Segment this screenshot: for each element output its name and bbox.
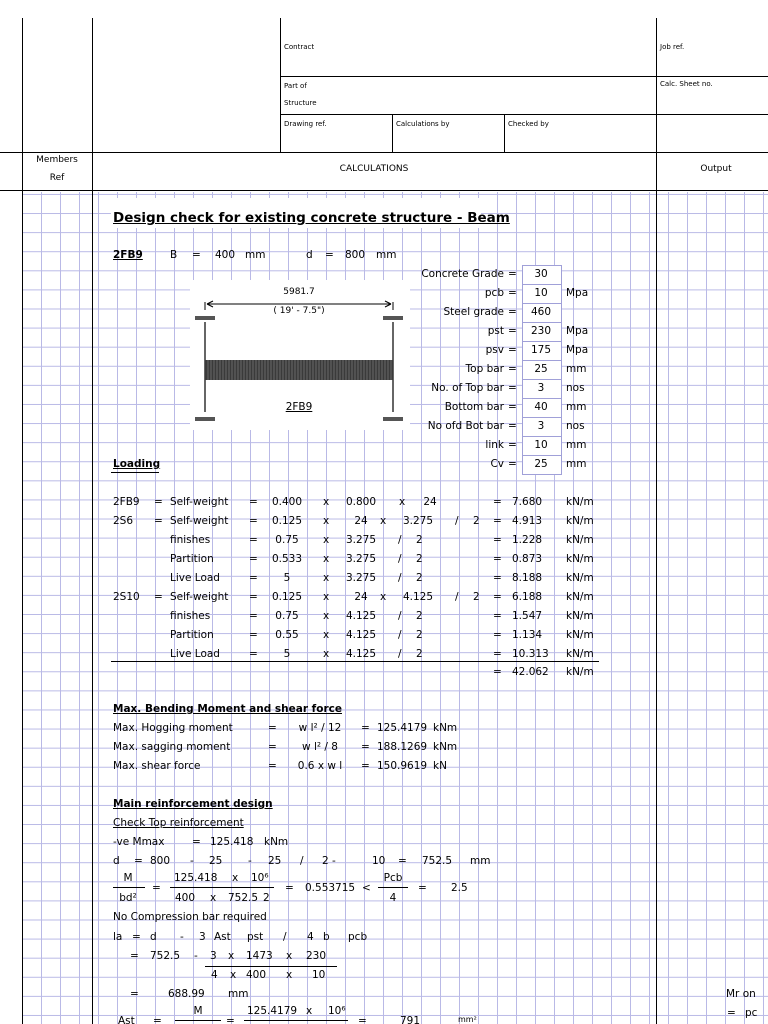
equals-sign: =: [325, 249, 334, 261]
denominator-b: 400: [175, 892, 196, 904]
equals-sign: =: [493, 572, 502, 584]
property-unit: mm: [566, 401, 587, 413]
numerator-moment: 125.418: [174, 872, 218, 884]
equals-sign: =: [508, 420, 517, 432]
equals-sign: =: [154, 496, 163, 508]
equation-term: 3: [199, 931, 206, 943]
load-description: Live Load: [170, 572, 220, 584]
property-unit: mm: [566, 439, 587, 451]
equals-sign: =: [508, 401, 517, 413]
equals-sign: =: [508, 287, 517, 299]
equation-term: -: [194, 950, 198, 962]
load-unit: kN/m: [566, 572, 594, 584]
moment-unit: kNm: [433, 722, 458, 734]
load-factor-b: 4.125: [345, 610, 377, 622]
load-unit: kN/m: [566, 591, 594, 603]
equals-sign: =: [249, 572, 258, 584]
equation-term: 10: [312, 969, 326, 981]
divide-sign: /: [455, 591, 459, 603]
moment-formula: 0.6 x w l: [297, 760, 343, 772]
ref-label: Ref: [49, 173, 65, 183]
reinforcement-subheading: Check Top reinforcement: [113, 817, 244, 829]
loading-total-unit: kN/m: [566, 666, 594, 678]
ast-result: 791: [400, 1015, 421, 1024]
property-unit: Mpa: [566, 325, 589, 337]
equals-sign: =: [226, 1015, 235, 1024]
divisor: 2: [416, 610, 423, 622]
job-ref-label: Job ref.: [660, 43, 685, 51]
divisor: 2: [473, 591, 480, 603]
load-factor-b: 24: [354, 515, 368, 527]
equals-sign: =: [249, 553, 258, 565]
load-description: Self-weight: [170, 591, 229, 603]
drawing-ref-label: Drawing ref.: [284, 120, 327, 128]
pcb-denominator: 4: [389, 892, 397, 904]
equals-sign: =: [493, 553, 502, 565]
equals-sign: =: [361, 760, 370, 772]
equation-term: 400: [246, 969, 267, 981]
moment-value: 150.9619: [377, 760, 428, 772]
moment-label: Max. Hogging moment: [113, 722, 233, 734]
equals-sign: =: [192, 249, 201, 261]
load-factor-a: 0.400: [271, 496, 303, 508]
property-unit: mm: [566, 363, 587, 375]
load-unit: kN/m: [566, 515, 594, 527]
reinforcement-heading: Main reinforcement design: [113, 798, 273, 810]
times-sign: x: [380, 591, 387, 603]
load-ref: 2FB9: [113, 496, 140, 508]
load-unit: kN/m: [566, 629, 594, 641]
times-sign: x: [323, 553, 330, 565]
d-unit: mm: [376, 249, 397, 261]
equals-sign: =: [249, 534, 258, 546]
load-description: Self-weight: [170, 515, 229, 527]
equals-sign: =: [268, 722, 277, 734]
equation-term: 10: [372, 855, 386, 867]
equation-term: -: [190, 855, 194, 867]
equation-term: =: [398, 855, 407, 867]
mmax-unit: kNm: [264, 836, 289, 848]
moment-label: Max. shear force: [113, 760, 201, 772]
property-label: pst: [487, 325, 504, 337]
no-compression-note: No Compression bar required: [113, 911, 267, 923]
output-mr-label: Mr on: [726, 988, 756, 1000]
load-factor-b: 24: [354, 591, 368, 603]
divide-sign: /: [398, 572, 402, 584]
equation-term: -: [248, 855, 252, 867]
equals-sign: =: [493, 648, 502, 660]
calculations-by-label: Calculations by: [396, 120, 450, 128]
equals-sign: =: [727, 1007, 736, 1019]
divide-sign: /: [398, 553, 402, 565]
equals-sign: =: [249, 496, 258, 508]
equals-sign: =: [268, 741, 277, 753]
equals-sign: =: [493, 515, 502, 527]
ast-numerator-m: M: [193, 1005, 203, 1017]
load-unit: kN/m: [566, 534, 594, 546]
pcb-numerator: Pcb: [383, 872, 403, 884]
denominator-d: 752.5: [228, 892, 259, 904]
ast-label: Ast: [118, 1015, 135, 1024]
equals-sign: =: [249, 648, 258, 660]
numerator-factor: 10⁶: [251, 872, 269, 884]
equals-sign: =: [508, 344, 517, 356]
load-factor-a: 0.75: [275, 610, 299, 622]
equals-sign: =: [249, 515, 258, 527]
property-value: 3: [537, 420, 545, 432]
equation-term: x: [228, 950, 235, 962]
equation-term: /: [283, 931, 287, 943]
load-factor-c: 3.275: [402, 515, 434, 527]
property-value: 10: [534, 287, 548, 299]
ratio-value: 0.553715: [305, 882, 356, 894]
property-label: Top bar: [465, 363, 504, 375]
load-description: Self-weight: [170, 496, 229, 508]
equals-sign: =: [493, 629, 502, 641]
moment-unit: kNm: [433, 741, 458, 753]
equals-sign: =: [153, 1015, 162, 1024]
contract-label: Contract: [284, 43, 315, 51]
equation-term: mm: [470, 855, 491, 867]
divide-sign: /: [398, 610, 402, 622]
mmax-value: 125.418: [210, 836, 254, 848]
load-ref: 2S6: [113, 515, 134, 527]
load-ref: 2S10: [113, 591, 140, 603]
property-unit: Mpa: [566, 344, 589, 356]
load-factor-b: 3.275: [345, 534, 377, 546]
property-unit: mm: [566, 458, 587, 470]
equation-term: 752.5: [150, 950, 181, 962]
d-label: d: [306, 249, 313, 261]
equation-term: 800: [150, 855, 171, 867]
members-label: Members: [36, 155, 78, 165]
load-unit: kN/m: [566, 553, 594, 565]
equation-term: 230: [306, 950, 327, 962]
load-description: Live Load: [170, 648, 220, 660]
ast-numerator-factor: 10⁶: [328, 1005, 346, 1017]
load-factor-b: 0.800: [345, 496, 377, 508]
times-sign: x: [210, 892, 217, 904]
divide-sign: /: [398, 534, 402, 546]
property-value: 40: [534, 401, 548, 413]
equation-term: Ast: [214, 931, 231, 943]
equals-sign: =: [493, 534, 502, 546]
load-unit: kN/m: [566, 648, 594, 660]
load-factor-a: 0.125: [271, 515, 303, 527]
divisor: 2: [416, 629, 423, 641]
times-sign: x: [323, 591, 330, 603]
times-sign: x: [323, 572, 330, 584]
equals-sign: =: [130, 988, 139, 1000]
loading-heading: Loading: [113, 458, 161, 470]
beam-id: 2FB9: [113, 249, 143, 261]
divisor: 2: [416, 553, 423, 565]
load-unit: kN/m: [566, 610, 594, 622]
part-of-label: Part of: [284, 82, 307, 90]
property-unit: nos: [566, 420, 585, 432]
property-value: 10: [534, 439, 548, 451]
property-label: No ofd Bot bar: [427, 420, 504, 432]
load-factor-a: 5: [283, 572, 291, 584]
structure-label: Structure: [284, 99, 317, 107]
b-value: 400: [215, 249, 236, 261]
times-sign: x: [380, 515, 387, 527]
property-label: No. of Top bar: [431, 382, 504, 394]
equation-term: d: [150, 931, 157, 943]
load-result: 0.873: [512, 553, 543, 565]
property-label: psv: [485, 344, 504, 356]
times-sign: x: [399, 496, 406, 508]
equation-term: =: [132, 931, 141, 943]
denominator-power: 2: [263, 892, 270, 904]
equals-sign: =: [493, 591, 502, 603]
equation-term: =: [130, 950, 139, 962]
load-result: 7.680: [512, 496, 543, 508]
loading-total: 42.062: [512, 666, 549, 678]
load-factor-c: 4.125: [402, 591, 434, 603]
equation-term: pst: [247, 931, 264, 943]
times-sign: x: [232, 872, 239, 884]
equation-term: -: [180, 931, 184, 943]
divisor: 2: [473, 515, 480, 527]
load-factor-c: 24: [423, 496, 437, 508]
property-value: 175: [530, 344, 552, 356]
load-factor-a: 0.75: [275, 534, 299, 546]
d-value: 800: [345, 249, 366, 261]
equals-sign: =: [508, 439, 517, 451]
equation-term: b: [323, 931, 330, 943]
times-sign: x: [323, 648, 330, 660]
mmax-label: -ve Mmax: [113, 836, 165, 848]
load-result: 1.228: [512, 534, 543, 546]
moment-label: Max. sagging moment: [113, 741, 231, 753]
equals-sign: =: [285, 882, 294, 894]
moment-unit: kN: [433, 760, 447, 772]
divide-sign: /: [398, 629, 402, 641]
load-description: finishes: [170, 610, 211, 622]
output-p-label: pc: [745, 1007, 758, 1019]
calc-sheet-label: Calc. Sheet no.: [660, 80, 713, 88]
equals-sign: =: [508, 363, 517, 375]
equals-sign: =: [154, 515, 163, 527]
equals-sign: =: [508, 382, 517, 394]
ast-unit: mm²: [458, 1015, 477, 1024]
load-result: 10.313: [512, 648, 549, 660]
equation-term: 1473: [246, 950, 273, 962]
equation-term: d: [113, 855, 120, 867]
load-result: 1.134: [512, 629, 543, 641]
load-factor-a: 0.125: [271, 591, 303, 603]
load-factor-b: 4.125: [345, 629, 377, 641]
checked-by-label: Checked by: [508, 120, 549, 128]
fraction-denominator-bd: bd²: [119, 892, 137, 904]
lever-arm-unit: mm: [228, 988, 249, 1000]
property-label: Cv: [490, 458, 504, 470]
equals-sign: =: [508, 268, 517, 280]
times-sign: x: [323, 534, 330, 546]
equals-sign: =: [249, 610, 258, 622]
equals-sign: =: [418, 882, 427, 894]
load-result: 6.188: [512, 591, 543, 603]
ratio-limit: 2.5: [451, 882, 468, 894]
equation-term: 3: [210, 950, 217, 962]
load-factor-a: 5: [283, 648, 291, 660]
load-unit: kN/m: [566, 496, 594, 508]
b-unit: mm: [245, 249, 266, 261]
divisor: 2: [416, 534, 423, 546]
load-factor-a: 0.55: [275, 629, 299, 641]
equals-sign: =: [493, 496, 502, 508]
property-unit: nos: [566, 382, 585, 394]
lever-arm-result: 688.99: [168, 988, 205, 1000]
load-description: finishes: [170, 534, 211, 546]
load-factor-b: 4.125: [345, 648, 377, 660]
equals-sign: =: [361, 722, 370, 734]
load-result: 1.547: [512, 610, 543, 622]
equation-term: la: [113, 931, 123, 943]
equation-term: 752.5: [422, 855, 453, 867]
load-description: Partition: [170, 553, 214, 565]
equals-sign: =: [152, 882, 161, 894]
property-label: pcb: [484, 287, 504, 299]
times-sign: x: [323, 515, 330, 527]
equation-term: x: [286, 950, 293, 962]
moments-heading: Max. Bending Moment and shear force: [113, 703, 342, 715]
equals-sign: =: [508, 306, 517, 318]
equation-term: 4: [307, 931, 314, 943]
divide-sign: /: [398, 648, 402, 660]
equation-term: 2 -: [322, 855, 336, 867]
times-sign: x: [323, 629, 330, 641]
equals-sign: =: [154, 591, 163, 603]
moment-formula: w l² / 12: [298, 722, 342, 734]
equation-term: 25: [268, 855, 282, 867]
equals-sign: =: [361, 741, 370, 753]
equation-term: x: [230, 969, 237, 981]
equation-term: /: [300, 855, 304, 867]
output-heading: Output: [700, 164, 732, 174]
less-than-sign: <: [362, 882, 371, 894]
equals-sign: =: [249, 629, 258, 641]
calculations-heading: CALCULATIONS: [339, 164, 409, 174]
moment-value: 188.1269: [377, 741, 428, 753]
times-sign: x: [323, 610, 330, 622]
load-factor-a: 0.533: [271, 553, 303, 565]
times-sign: x: [323, 496, 330, 508]
property-unit: Mpa: [566, 287, 589, 299]
property-value: 25: [534, 458, 548, 470]
span-imperial: ( 19' - 7.5"): [273, 306, 325, 316]
load-result: 4.913: [512, 515, 543, 527]
left-margin: [0, 192, 22, 1024]
property-label: Bottom bar: [444, 401, 504, 413]
equation-term: =: [134, 855, 143, 867]
property-value: 230: [530, 325, 552, 337]
fraction-numerator-m: M: [123, 872, 133, 884]
divide-sign: /: [455, 515, 459, 527]
load-description: Partition: [170, 629, 214, 641]
moment-value: 125.4179: [377, 722, 428, 734]
equals-sign: =: [493, 610, 502, 622]
equation-term: x: [286, 969, 293, 981]
equals-sign: =: [493, 666, 502, 678]
equals-sign: =: [192, 836, 201, 848]
equation-term: pcb: [348, 931, 368, 943]
property-value: 3: [537, 382, 545, 394]
equals-sign: =: [508, 325, 517, 337]
page-title: Design check for existing concrete structure - Beam: [113, 210, 510, 226]
property-label: link: [485, 439, 504, 451]
equals-sign: =: [358, 1015, 367, 1024]
b-label: B: [170, 249, 178, 261]
ast-numerator-moment: 125.4179: [247, 1005, 298, 1017]
load-factor-b: 3.275: [345, 553, 377, 565]
property-value: 25: [534, 363, 548, 375]
load-factor-b: 3.275: [345, 572, 377, 584]
property-label: Concrete Grade: [421, 268, 504, 280]
property-label: Steel grade: [443, 306, 504, 318]
property-value: 460: [530, 306, 552, 318]
times-sign: x: [306, 1005, 313, 1017]
divisor: 2: [416, 648, 423, 660]
load-result: 8.188: [512, 572, 543, 584]
equals-sign: =: [268, 760, 277, 772]
property-value: 30: [534, 268, 548, 280]
divisor: 2: [416, 572, 423, 584]
span-dimension: 5981.7: [283, 287, 315, 297]
equals-sign: =: [249, 591, 258, 603]
beam-label: 2FB9: [285, 401, 313, 413]
equation-term: 4: [211, 969, 218, 981]
equals-sign: =: [508, 458, 517, 470]
moment-formula: w l² / 8: [302, 741, 338, 753]
equation-term: 25: [209, 855, 223, 867]
